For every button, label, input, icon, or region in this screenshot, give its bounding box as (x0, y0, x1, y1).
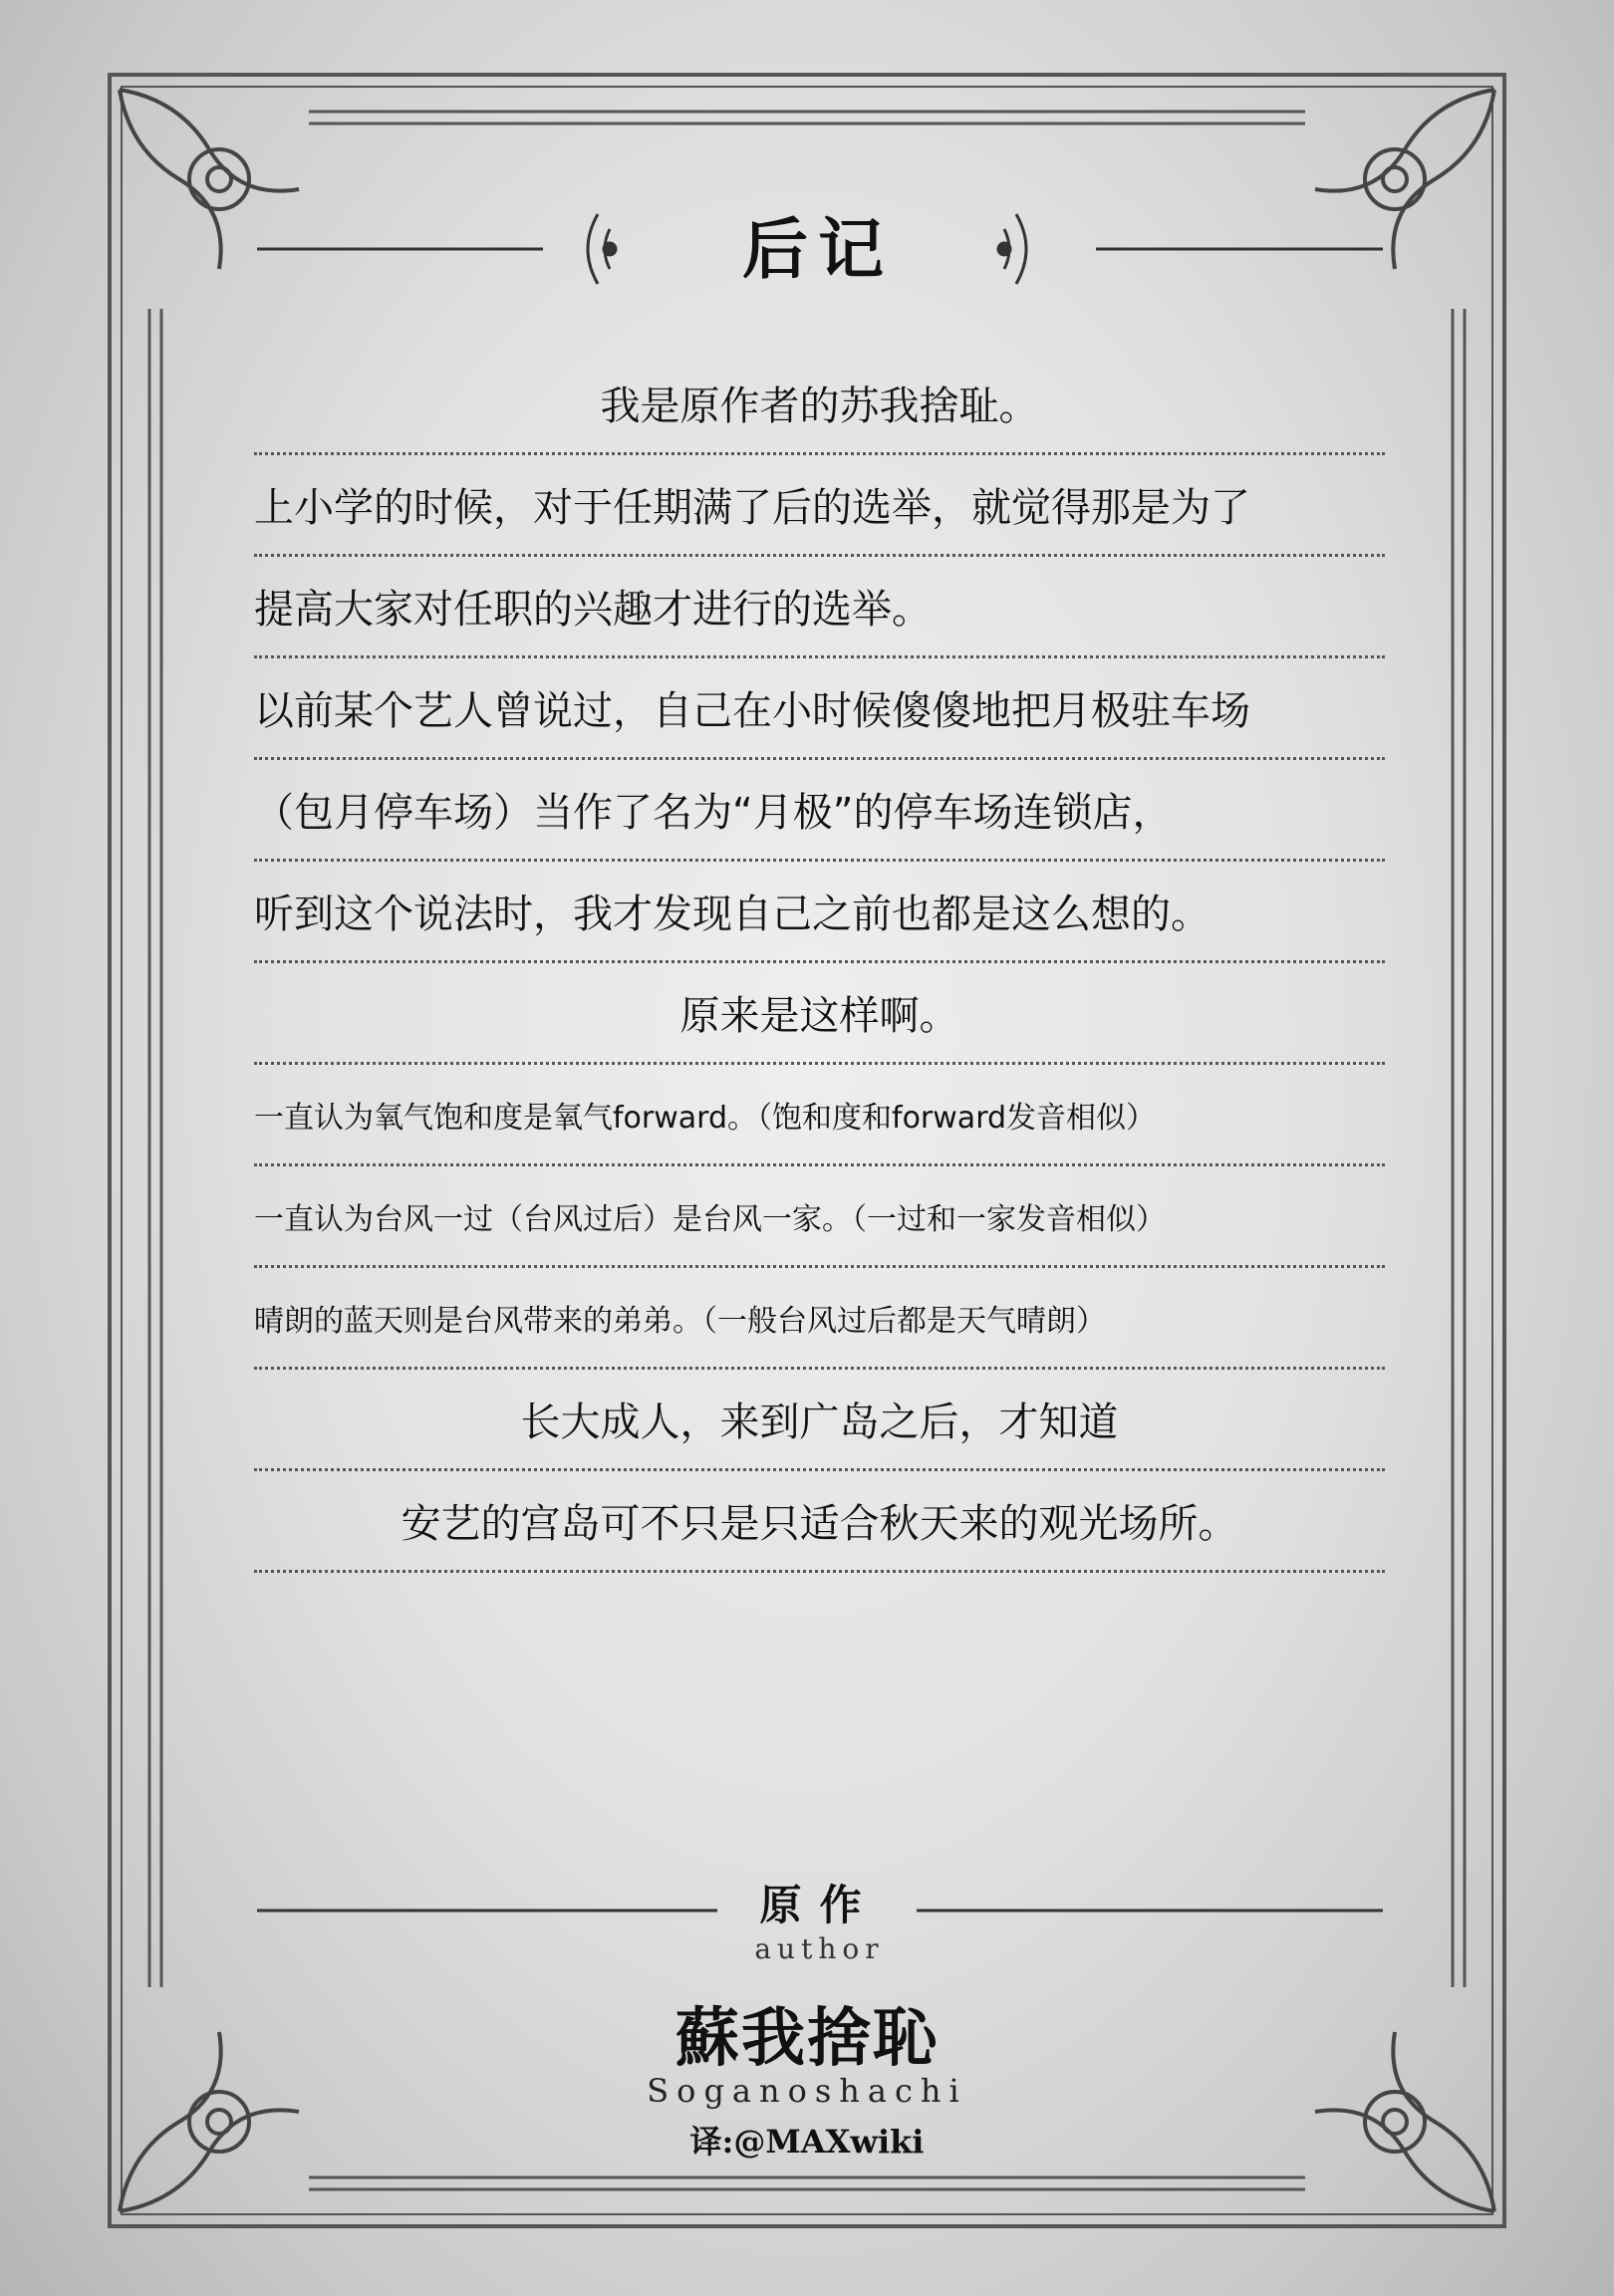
text-line: 一直认为氧气饱和度是氧气forward。（饱和度和forward发音相似） (254, 1065, 1385, 1166)
text-line: 长大成人，来到广岛之后，才知道 (254, 1370, 1385, 1471)
text-line: 提高大家对任职的兴趣才进行的选举。 (254, 557, 1385, 658)
text-line: 安艺的宫岛可不只是只适合秋天来的观光场所。 (254, 1471, 1385, 1573)
author-name: 蘇我捨恥 (675, 2002, 939, 2076)
text-line: 一直认为台风一过（台风过后）是台风一家。（一过和一家发音相似） (254, 1166, 1385, 1268)
text-line: 听到这个说法时，我才发现自己之前也都是这么想的。 (254, 862, 1385, 963)
credit-heading (254, 1873, 1385, 1965)
text-line: （包月停车场）当作了名为“月极”的停车场连锁店， (254, 760, 1385, 862)
text-line: 原来是这样啊。 (254, 963, 1385, 1065)
translator-credit: 译:@MAXwiki (689, 2123, 925, 2161)
credit-sublabel: author (754, 1932, 885, 1965)
title-row (254, 209, 1382, 289)
credit-label: 原作 (759, 1881, 880, 1929)
page-title: 后记 (742, 210, 894, 288)
afterword-lines (254, 354, 1385, 1573)
text-line: 我是原作者的苏我捨耻。 (254, 354, 1385, 455)
text-line: 晴朗的蓝天则是台风带来的弟弟。（一般台风过后都是天气晴朗） (254, 1268, 1385, 1370)
text-line: 以前某个艺人曾说过，自己在小时候傻傻地把月极驻车场 (254, 658, 1385, 760)
author-roman-name: Soganoshachi (647, 2072, 967, 2110)
text-line: 上小学的时候，对于任期满了后的选举，就觉得那是为了 (254, 455, 1385, 557)
